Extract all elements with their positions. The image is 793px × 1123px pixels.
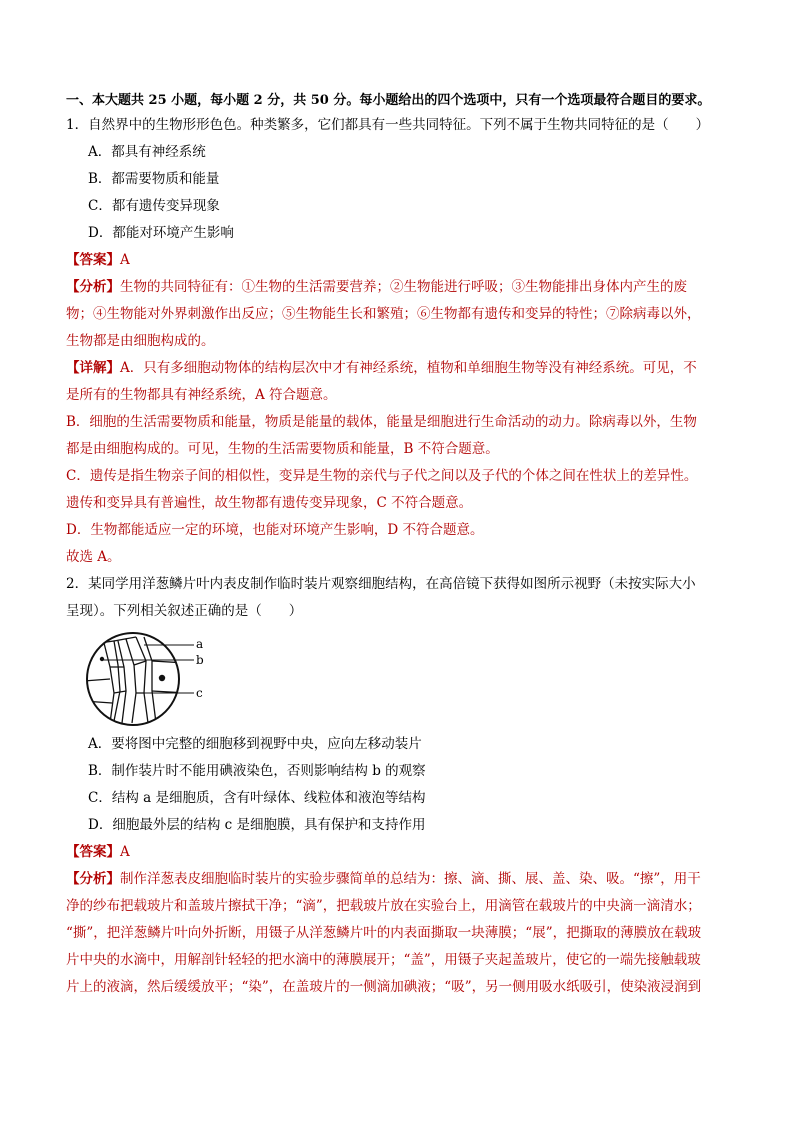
q2-analysis-line-1 — [66, 866, 730, 893]
answer-value: A — [120, 252, 130, 268]
q1-detail-line-5: C．遗传是指生物亲子间的相似性，变异是生物的亲代与子代之间以及子代的个体之间在性状上的差异性。 — [66, 468, 698, 484]
analysis-text: 制作洋葱表皮细胞临时装片的实验步骤简单的总结为：擦、滴、撕、展、盖、染、吸。“擦”，用干 — [120, 871, 701, 887]
section-header: 一、本大题共 25 小题，每小题 2 分，共 50 分。每小题给出的四个选项中，只有一个选项最符合题目的要求。 — [66, 93, 711, 108]
q2-option-a: A．要将图中完整的细胞移到视野中央，应向左移动装片 — [88, 736, 422, 752]
label-a: a — [196, 637, 204, 651]
q1-detail-line-4: 都是由细胞构成的。可见，生物的生活需要物质和能量，B 不符合题意。 — [66, 441, 499, 457]
q1-stem: 1．自然界中的生物形形色色。种类繁多，它们都具有一些共同特征。下列不属于生物共同特征的是（ ） — [66, 117, 710, 133]
document-page — [66, 90, 730, 1001]
answer-tag: 【答案】 — [66, 252, 120, 268]
q1-analysis-line-1 — [66, 274, 730, 301]
analysis-text: 生物的共同特征有：①生物的生活需要营养；②生物能进行呼吸；③生物能排出身体内产生的废 — [120, 279, 687, 295]
q1-detail-line-7: D．生物都能适应一定的环境，也能对环境产生影响，D 不符合题意。 — [66, 522, 484, 538]
q2-stem-line-1: 2．某同学用洋葱鳞片叶内表皮制作临时装片观察细胞结构，在高倍镜下获得如图所示视野（未按实际大小 — [66, 576, 696, 592]
q2-option-c: C．结构 a 是细胞质，含有叶绿体、线粒体和液泡等结构 — [88, 790, 426, 806]
q1-detail-line-2: 是所有的生物都具有神经系统，A 符合题意。 — [66, 387, 337, 403]
detail-text: A．只有多细胞动物体的结构层次中才有神经系统，植物和单细胞生物等没有神经系统。可见，不 — [120, 360, 697, 376]
label-b: b — [196, 653, 204, 667]
q1-option-c: C．都有遗传变异现象 — [88, 198, 220, 214]
q2-analysis-line-4: 片中央的水滴中，用解剖针轻轻的把水滴中的薄膜展开；“盖”，用镊子夹起盖玻片，使它的一端先接触载玻 — [66, 952, 701, 968]
q1-analysis-line-2: 物；④生物能对外界刺激作出反应；⑤生物能生长和繁殖；⑥生物都有遗传和变异的特性；⑦除病毒以外， — [66, 306, 701, 322]
detail-tag: 【详解】 — [66, 360, 120, 376]
label-c: c — [196, 686, 203, 700]
q2-answer — [66, 839, 730, 866]
answer-tag: 【答案】 — [66, 844, 120, 860]
analysis-tag: 【分析】 — [66, 871, 120, 887]
q1-detail-line-3: B．细胞的生活需要物质和能量，物质是能量的载体，能量是细胞进行生命活动的动力。除病毒以外，生物 — [66, 414, 697, 430]
q1-option-b: B．都需要物质和能量 — [88, 171, 220, 187]
q2-option-b: B．制作装片时不能用碘液染色，否则影响结构 b 的观察 — [88, 763, 426, 779]
q2-option-d: D．细胞最外层的结构 c 是细胞膜，具有保护和支持作用 — [88, 817, 426, 833]
q1-detail-line-1 — [66, 355, 730, 382]
q2-analysis-line-3: “撕”，把洋葱鳞片叶向外折断，用镊子从洋葱鳞片叶的内表面撕取一块薄膜；“展”，把撕取的薄膜放在载玻 — [66, 925, 702, 941]
q1-answer — [66, 247, 730, 274]
q2-analysis-line-5: 片上的液滴，然后缓缓放平；“染”，在盖玻片的一侧滴加碘液；“吸”，另一侧用吸水纸吸引，使染液浸润到 — [66, 979, 702, 995]
onion-cell-diagram — [74, 631, 274, 727]
q2-analysis-line-2: 净的纱布把载玻片和盖玻片擦拭干净；“滴”，把载玻片放在实验台上，用滴管在载玻片的中央滴一滴清水； — [66, 898, 701, 914]
microscope-field-figure — [66, 631, 730, 727]
q2-stem-line-2: 呈现）。下列相关叙述正确的是（ ） — [66, 603, 303, 619]
nucleus-2 — [159, 675, 165, 681]
q1-option-a: A．都具有神经系统 — [88, 144, 206, 160]
nucleus-1 — [100, 657, 104, 661]
q1-option-d: D．都能对环境产生影响 — [88, 225, 234, 241]
q1-detail-line-6: 遗传和变异具有普遍性，故生物都有遗传变异现象，C 不符合题意。 — [66, 495, 473, 511]
analysis-tag: 【分析】 — [66, 279, 120, 295]
answer-value: A — [120, 844, 130, 860]
q1-conclusion: 故选 A。 — [66, 549, 121, 565]
q1-analysis-line-3: 生物都是由细胞构成的。 — [66, 333, 215, 349]
